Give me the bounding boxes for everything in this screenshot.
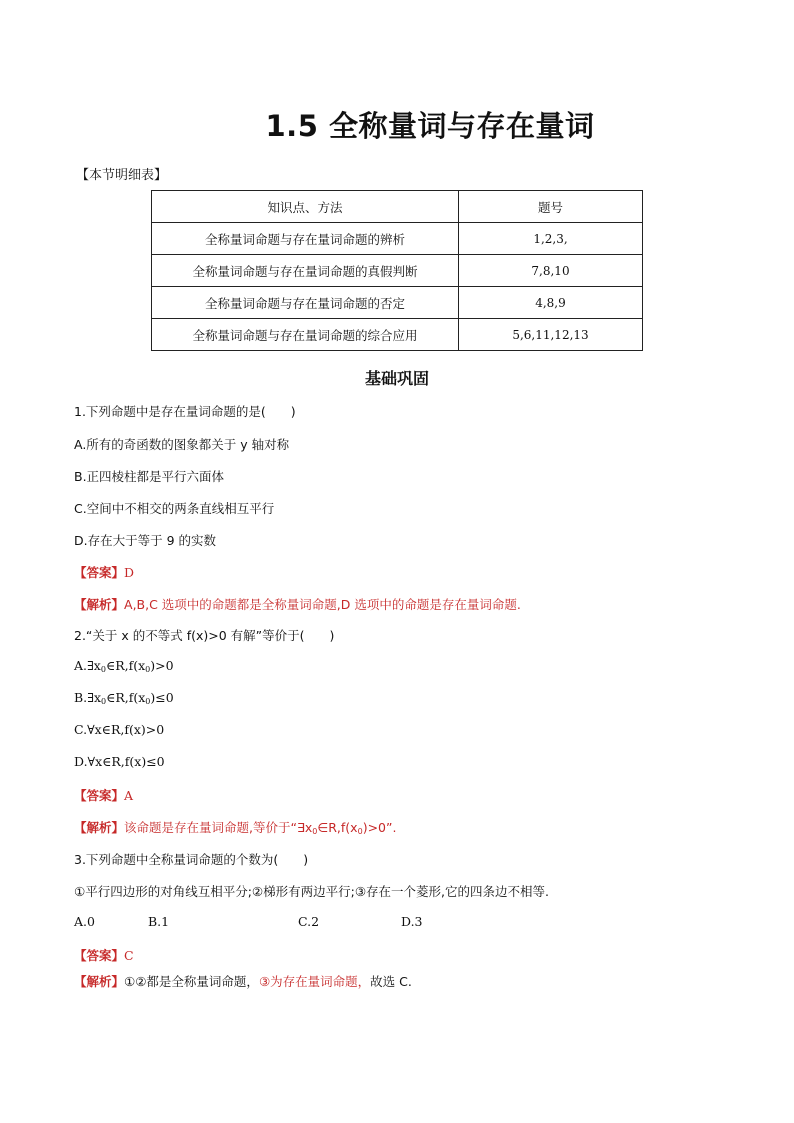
q2-option-b-text: B.∃x xyxy=(74,690,101,705)
q3-option-b: B.1 xyxy=(148,914,170,929)
q2-stem: 2.“关于 x 的不等式 f(x)>0 有解”等价于( ) xyxy=(74,628,335,643)
q2-option-b-text: ∈R,f(x xyxy=(106,690,146,705)
table-cell-topic: 全称量词命题与存在量词命题的综合应用 xyxy=(152,319,459,351)
q1-option-d: D.存在大于等于 9 的实数 xyxy=(74,533,216,548)
table-cell-topic: 全称量词命题与存在量词命题的否定 xyxy=(152,287,459,319)
table-row xyxy=(152,223,643,255)
answer-label: 【答案】 xyxy=(74,565,125,580)
q1-option-b: B.正四棱柱都是平行六面体 xyxy=(74,469,225,484)
q3-stem: 3.下列命题中全称量词命题的个数为( ) xyxy=(74,852,309,867)
q2-option-d: D.∀x∈R,f(x)≤0 xyxy=(74,754,165,769)
subscript: 0 xyxy=(145,665,151,674)
q3-answer xyxy=(74,946,134,964)
q2-answer-value: A xyxy=(124,788,134,803)
subscript: 0 xyxy=(100,665,106,674)
subscript: 0 xyxy=(101,697,107,706)
q1-option-c: C.空间中不相交的两条直线相互平行 xyxy=(74,501,275,516)
q3-analysis-text-red: ③为存在量词命题， xyxy=(258,974,371,989)
answer-label: 【答案】 xyxy=(74,948,125,963)
q2-analysis xyxy=(74,818,396,836)
table-row xyxy=(152,319,643,351)
table-header-row xyxy=(152,191,643,223)
section-tag: 【本节明细表】 xyxy=(76,168,168,183)
q2-option-b xyxy=(74,690,174,706)
q1-option-a: A.所有的奇函数的图象都关于 y 轴对称 xyxy=(74,437,290,452)
page-title: 1.5 全称量词与存在量词 xyxy=(265,109,595,143)
q2-answer xyxy=(74,786,133,804)
q3-statement: ①平行四边形的对角线互相平分;②梯形有两边平行;③存在一个菱形,它的四条边不相等. xyxy=(74,884,549,899)
q1-analysis xyxy=(74,595,521,613)
q1-answer xyxy=(74,563,134,581)
q2-option-c: C.∀x∈R,f(x)>0 xyxy=(74,722,165,737)
q2-option-a-text: A.∃x xyxy=(74,658,101,673)
table-cell-topic: 全称量词命题与存在量词命题的辨析 xyxy=(152,223,459,255)
q3-option-c: C.2 xyxy=(298,914,320,929)
q1-stem: 1.下列命题中是存在量词命题的是( ) xyxy=(74,404,296,419)
answer-label: 【答案】 xyxy=(74,788,125,803)
table-cell-numbers: 5,6,11,12,13 xyxy=(459,319,643,351)
table-row xyxy=(152,287,643,319)
table-cell-numbers: 7,8,10 xyxy=(459,255,643,287)
table-cell-numbers: 1,2,3, xyxy=(459,223,643,255)
table-row xyxy=(152,255,643,287)
q2-analysis-text: ∈R,f(x xyxy=(317,820,358,835)
q3-analysis xyxy=(74,972,412,990)
table-header-topic: 知识点、方法 xyxy=(152,191,459,223)
subscript: 0 xyxy=(357,827,363,836)
knowledge-table xyxy=(151,190,643,351)
q2-option-a xyxy=(74,658,174,674)
q3-option-d: D.3 xyxy=(401,914,423,929)
analysis-label: 【解析】 xyxy=(74,597,125,612)
table-cell-numbers: 4,8,9 xyxy=(459,287,643,319)
q2-analysis-text: 该命题是存在量词命题,等价于“∃x xyxy=(124,820,313,835)
q2-option-b-text: )≤0 xyxy=(150,690,174,705)
q3-answer-value: C xyxy=(124,948,134,963)
subscript: 0 xyxy=(312,827,318,836)
q2-analysis-text: )>0”. xyxy=(362,820,397,835)
q1-analysis-text: A,B,C 选项中的命题都是全称量词命题,D 选项中的命题是存在量词命题. xyxy=(124,597,521,612)
q3-analysis-text: 故选 C. xyxy=(370,974,412,989)
section-heading: 基础巩固 xyxy=(364,369,429,388)
q3-option-a: A.0 xyxy=(74,914,95,929)
q3-analysis-text: ①②都是全称量词命题， xyxy=(124,974,259,989)
analysis-label: 【解析】 xyxy=(74,820,125,835)
table-cell-topic: 全称量词命题与存在量词命题的真假判断 xyxy=(152,255,459,287)
q1-answer-value: D xyxy=(124,565,135,580)
subscript: 0 xyxy=(145,697,151,706)
q2-option-a-text: ∈R,f(x xyxy=(105,658,146,673)
table-header-question-numbers: 题号 xyxy=(459,191,643,223)
analysis-label: 【解析】 xyxy=(74,974,125,989)
q2-option-a-text: )>0 xyxy=(150,658,174,673)
